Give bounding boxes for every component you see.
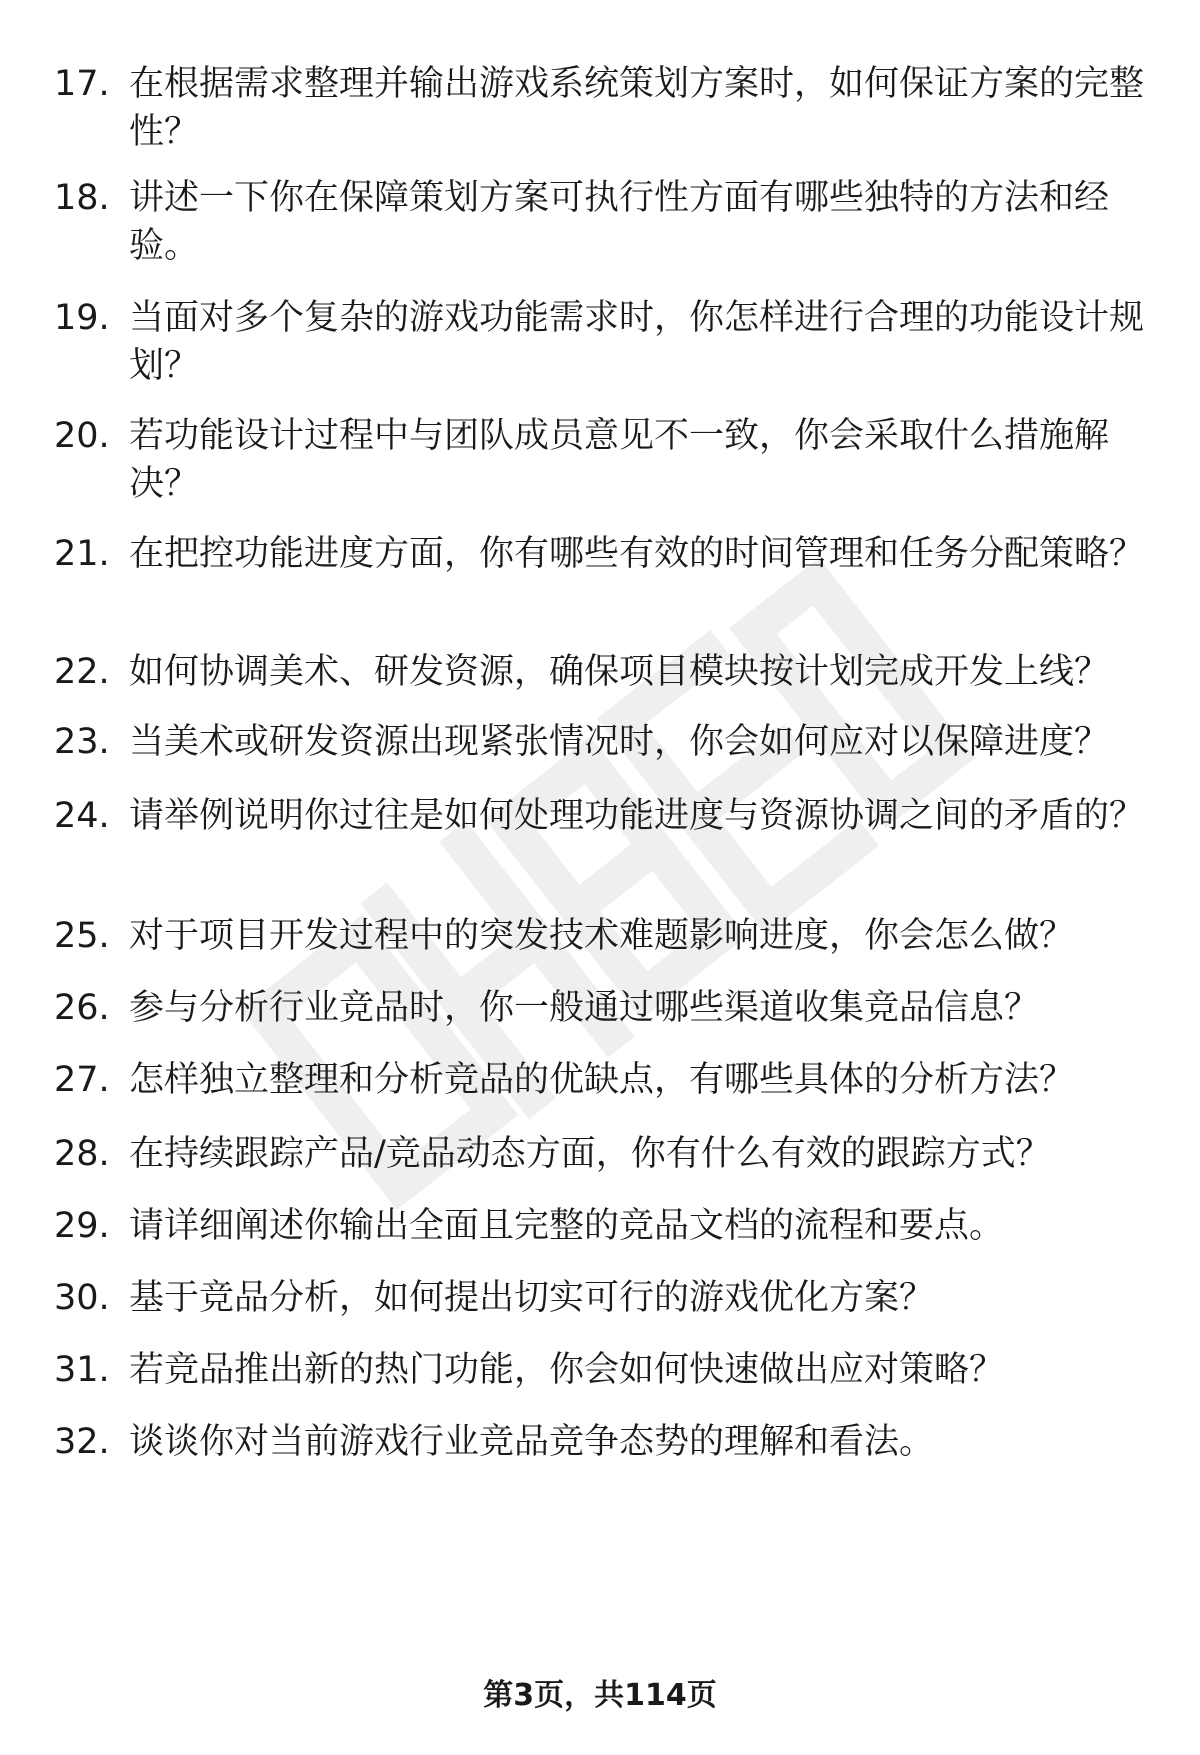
question-number: 27. <box>54 1060 110 1100</box>
question-number: 18. <box>54 178 110 218</box>
question-text: 参与分析行业竞品时，你一般通过哪些渠道收集竞品信息？ <box>129 988 1040 1028</box>
question-item <box>54 792 1144 840</box>
question-item <box>54 1130 1144 1178</box>
question-item <box>54 174 1144 270</box>
question-item <box>54 1346 1144 1394</box>
question-item <box>54 1056 1144 1104</box>
question-number: 32. <box>54 1422 110 1462</box>
question-number: 29. <box>54 1206 110 1246</box>
question-item <box>54 984 1144 1032</box>
question-item <box>54 1274 1144 1322</box>
question-item <box>54 60 1144 156</box>
question-item <box>54 412 1144 508</box>
question-number: 19. <box>54 298 110 338</box>
question-number: 22. <box>54 652 110 692</box>
question-text: 在持续跟踪产品/竞品动态方面，你有什么有效的跟踪方式？ <box>129 1134 1051 1174</box>
question-text: 请举例说明你过往是如何处理功能进度与资源协调之间的矛盾的？ <box>129 796 1145 836</box>
question-text: 若竞品推出新的热门功能，你会如何快速做出应对策略？ <box>129 1350 1005 1390</box>
question-text: 讲述一下你在保障策划方案可执行性方面有哪些独特的方法和经验。 <box>129 178 1110 266</box>
question-number: 31. <box>54 1350 110 1390</box>
question-text: 当面对多个复杂的游戏功能需求时，你怎样进行合理的功能设计规划？ <box>129 298 1145 386</box>
question-text: 在根据需求整理并输出游戏系统策划方案时，如何保证方案的完整性？ <box>129 64 1145 152</box>
question-item <box>54 648 1144 696</box>
question-text: 如何协调美术、研发资源，确保项目模块按计划完成开发上线？ <box>129 652 1110 692</box>
page-number-footer: 第3页，共114页 <box>483 1678 717 1713</box>
question-number: 25. <box>54 916 110 956</box>
question-number: 30. <box>54 1278 110 1318</box>
question-number: 21. <box>54 534 110 574</box>
question-text: 若功能设计过程中与团队成员意见不一致，你会采取什么措施解决？ <box>129 416 1110 504</box>
question-text: 当美术或研发资源出现紧张情况时，你会如何应对以保障进度？ <box>129 722 1110 762</box>
question-number: 24. <box>54 796 110 836</box>
question-item <box>54 294 1144 390</box>
question-item <box>54 1418 1144 1466</box>
question-item <box>54 912 1144 960</box>
question-text: 请详细阐述你输出全面且完整的竞品文档的流程和要点。 <box>129 1206 1005 1246</box>
question-number: 26. <box>54 988 110 1028</box>
question-text: 在把控功能进度方面，你有哪些有效的时间管理和任务分配策略？ <box>129 534 1145 574</box>
question-text: 怎样独立整理和分析竞品的优缺点，有哪些具体的分析方法？ <box>129 1060 1075 1100</box>
question-text: 谈谈你对当前游戏行业竞品竞争态势的理解和看法。 <box>129 1422 935 1462</box>
question-number: 17. <box>54 64 110 104</box>
question-number: 23. <box>54 722 110 762</box>
question-item <box>54 1202 1144 1250</box>
question-text: 基于竞品分析，如何提出切实可行的游戏优化方案？ <box>129 1278 935 1318</box>
question-number: 20. <box>54 416 110 456</box>
question-item <box>54 718 1144 766</box>
question-item <box>54 530 1144 578</box>
question-text: 对于项目开发过程中的突发技术难题影响进度，你会怎么做？ <box>129 916 1075 956</box>
question-number: 28. <box>54 1134 110 1174</box>
